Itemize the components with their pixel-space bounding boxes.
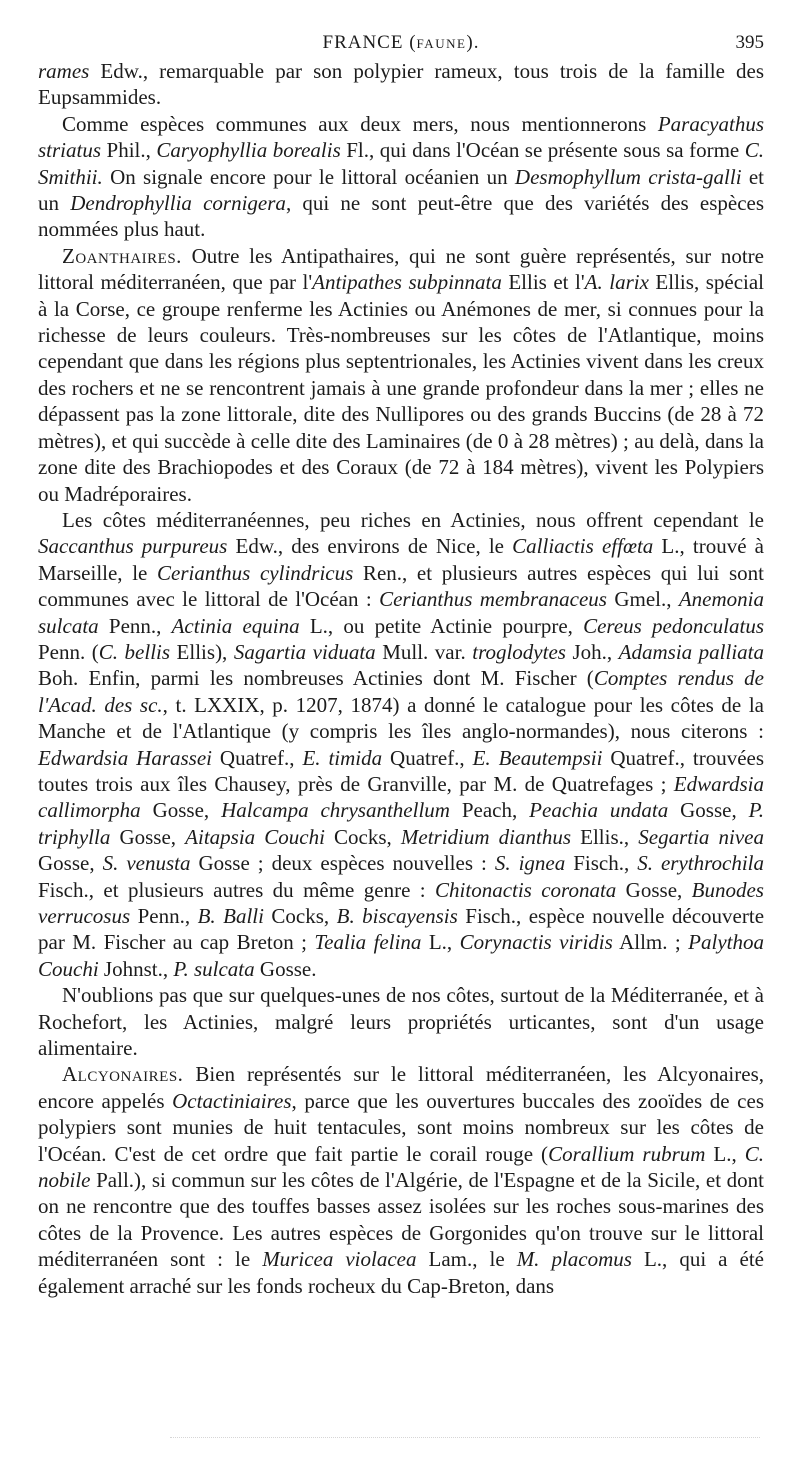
text-run: Lam., le — [416, 1247, 517, 1272]
paragraph — [38, 111, 764, 243]
text-run: Johnst., — [98, 956, 174, 981]
text-run: Gosse, — [110, 824, 186, 849]
text-run: Gosse ; deux espèces nouvelles : — [190, 851, 495, 876]
italic-term: rames — [38, 59, 90, 83]
text-run: Ellis), — [170, 639, 234, 664]
text-run: Gosse, — [616, 877, 692, 902]
text-run: , t. LXXIX, p. 1207, 1874) a donné le catalogue pour les côtes de la Manche et de l'Atlantique (y compris les îles anglo-normandes), nous citerons : — [38, 692, 764, 744]
italic-term: Comptes rendus de l'Acad. des sc. — [38, 666, 764, 717]
text-run: Gmel., — [606, 587, 679, 612]
italic-term: Palythoa Couchi — [38, 930, 764, 981]
text-run: Edw., des environs de Nice, le — [227, 534, 513, 559]
text-run: Fisch., espèce nouvelle découverte par M. Fischer au cap Breton ; — [38, 904, 765, 955]
text-run: Joh., — [565, 639, 619, 664]
italic-term: S. venusta — [102, 851, 191, 876]
text-run: Pall.), si commun sur les côtes de l'Algérie, de l'Espagne et de la Sicile, et dont on ne rencontre que des touffes basses assez isolées sur les roches sous-marines des côtes de la Provence. Les autres espèces de Gorgonides qu'on trouve sur le littoral méditerranéen sont : le — [38, 1168, 764, 1272]
text-run: Boh. Enfin, parmi les nombreuses Actinies dont M. Fischer ( — [38, 666, 594, 691]
text-run: L., trouvé à Marseille, le — [38, 534, 765, 585]
text-run: Gosse, — [140, 798, 222, 823]
text-run: N'oublions pas que sur quelques-unes de nos côtes, surtout de la Méditerranée, et à Rochefort, les Actinies, malgré leurs propriétés urticantes, sont d'un usage alimentaire. — [38, 983, 764, 1061]
paragraph — [38, 243, 764, 507]
italic-term: Segartia nivea — [638, 824, 764, 849]
bottom-dotted-rule — [170, 1437, 760, 1438]
italic-term: C. nobile — [38, 1141, 765, 1193]
text-run: Fisch., et plusieurs autres du même genre : — [38, 877, 436, 902]
text-run: Ellis., — [571, 824, 639, 849]
text-run: Mull. var. — [375, 639, 473, 664]
italic-term: Cereus pedonculatus — [583, 613, 765, 638]
text-run: , parce que les ouvertures buccales des zooïdes de ces polypiers sont munies de huit tentacules, sont moins nombreux sur les côtes de l'Océan. C'est de cet ordre que fait partie le corail rouge ( — [38, 1088, 764, 1166]
text-run: Quatref., — [382, 745, 473, 770]
italic-term: Antipathes subpinnata — [312, 270, 502, 295]
italic-term: E. Beautempsii — [472, 745, 603, 770]
italic-term: Dendrophyllia cornigera — [70, 191, 286, 216]
text-run: Phil., — [101, 138, 157, 163]
italic-term: Bunodes verrucosus — [38, 877, 764, 928]
italic-term: Edwardsia callimorpha — [38, 771, 764, 823]
italic-term: Chitonactis coronata — [435, 877, 617, 902]
italic-term: Cerianthus membranaceus — [379, 587, 607, 612]
body-text — [38, 58, 764, 1299]
text-run: Peach, — [449, 798, 530, 823]
text-run: Gosse. — [254, 956, 317, 981]
italic-term: B. biscayensis — [336, 904, 458, 928]
italic-term: Aitapsia Couchi — [185, 824, 325, 849]
italic-term: Metridium dianthus — [400, 824, 572, 849]
text-run: Les côtes méditerranéennes, peu riches en Actinies, nous offrent cependant le — [62, 507, 764, 532]
italic-term: A. larix — [584, 270, 649, 295]
paragraph — [38, 58, 764, 111]
italic-term: Desmophyllum crista-galli — [514, 164, 742, 189]
italic-term: Cerianthus cylindricus — [157, 560, 354, 585]
text-run: Penn., — [130, 904, 198, 928]
text-run: Quatref., trouvées toutes trois aux îles Chausey, près de Granville, par M. de Quatrefages ; — [38, 745, 765, 796]
italic-term: Corallium rubrum — [548, 1141, 706, 1166]
section-heading: Zoanthaires. — [62, 243, 182, 268]
italic-term: troglodytes — [472, 639, 566, 664]
italic-term: Paracyathus striatus — [38, 111, 764, 163]
italic-term: C. Smithii. — [38, 138, 764, 189]
italic-term: Peachia undata — [529, 798, 669, 823]
italic-term: Halcampa chrysanthellum — [221, 798, 450, 823]
italic-term: E. timida — [302, 745, 383, 770]
italic-term: Sagartia viduata — [233, 639, 376, 664]
italic-term: Edwardsia Harassei — [38, 745, 212, 770]
running-header — [38, 30, 764, 58]
text-run: Outre les Antipathaires, qui ne sont guère représentés, sur notre littoral méditerranéen, que par l' — [38, 243, 764, 295]
italic-term: P. triphylla — [38, 798, 764, 849]
text-run: et un — [38, 164, 765, 216]
text-run: Cocks, — [263, 904, 337, 928]
section-heading: Alcyonaires. — [62, 1062, 184, 1087]
text-run: Fisch., — [565, 851, 638, 876]
text-run: Ren., et plusieurs autres espèces qui lui sont communes avec le littoral de l'Océan : — [38, 560, 765, 612]
text-run: L., ou petite Actinie pourpre, — [299, 613, 584, 638]
italic-term: Calliactis effœta — [512, 534, 654, 559]
italic-term: Caryophyllia borealis — [156, 138, 341, 163]
italic-term: M. placomus — [516, 1247, 632, 1272]
text-run: Comme espèces communes aux deux mers, nous mentionnerons — [62, 111, 658, 136]
italic-term: Octactiniaires — [172, 1088, 292, 1113]
text-run: Ellis et l' — [501, 270, 585, 295]
italic-term: Corynactis viridis — [459, 930, 613, 955]
text-run: Gosse, — [668, 798, 749, 823]
page-number: 395 — [735, 32, 764, 53]
italic-term: Actinia equina — [171, 613, 300, 638]
paragraph — [38, 982, 764, 1061]
italic-term: Anemonia sulcata — [38, 587, 765, 638]
italic-term: C. bellis — [98, 639, 171, 664]
italic-term: Muricea violacea — [262, 1247, 417, 1272]
text-run: Allm. ; — [612, 930, 689, 955]
italic-term: P. sulcata — [173, 956, 255, 981]
italic-term: Adamsia palliata — [618, 639, 765, 664]
text-run: , qui ne sont peut-être que des variétés des espèces nommées plus haut. — [38, 191, 765, 242]
text-run: Ellis, spécial à la Corse, ce groupe renferme les Actinies ou Anémones de mer, si connues pour la richesse de leurs couleurs. Très-nombreuses sur les côtes de l'Atlantique, moins cependant que dans les régions plus septentrionales, les Actinies vivent dans les creux des rochers et ne se rencontrent jamais à une grande profondeur dans la mer ; elles ne dépassent pas la zone littorale, dite des Nullipores ou des grands Buccins (de 28 à 72 mètres), et qui succède à celle dite des Laminaires (de 0 à 28 mètres) ; au delà, dans la zone dite des Brachiopodes et des Coraux (de 72 à 184 mètres), vivent les Polypiers ou Madréporaires. — [38, 270, 765, 506]
text-run: Quatref., — [212, 745, 303, 770]
text-run: L., qui a été également arraché sur les fonds rocheux du Cap-Breton, dans — [38, 1247, 764, 1298]
text-run: Gosse, — [38, 851, 103, 876]
text-run: On signale encore pour le littoral océanien un — [102, 164, 515, 189]
italic-term: S. ignea — [494, 851, 566, 876]
text-run: L., — [421, 930, 460, 955]
italic-term: Saccanthus purpureus — [38, 534, 228, 559]
text-run: Edw., remarquable par son polypier rameux, tous trois de la famille des Eupsammides. — [38, 59, 764, 110]
italic-term: B. Balli — [197, 904, 264, 928]
text-run: Fl., qui dans l'Océan se présente sous sa forme — [340, 138, 745, 163]
text-run: L., — [705, 1141, 745, 1166]
header-title: FRANCE (FAUNE). — [322, 32, 480, 53]
text-run: Penn. ( — [38, 639, 99, 664]
paragraph — [38, 1061, 764, 1299]
text-run: Bien représentés sur le littoral méditerranéen, les Alcyonaires, encore appelés — [38, 1062, 764, 1113]
text-run: Cocks, — [324, 824, 401, 849]
paragraph — [38, 507, 764, 982]
italic-term: Tealia felina — [314, 930, 422, 955]
italic-term: S. erythrochila — [637, 851, 765, 876]
text-run: Penn., — [98, 613, 172, 638]
